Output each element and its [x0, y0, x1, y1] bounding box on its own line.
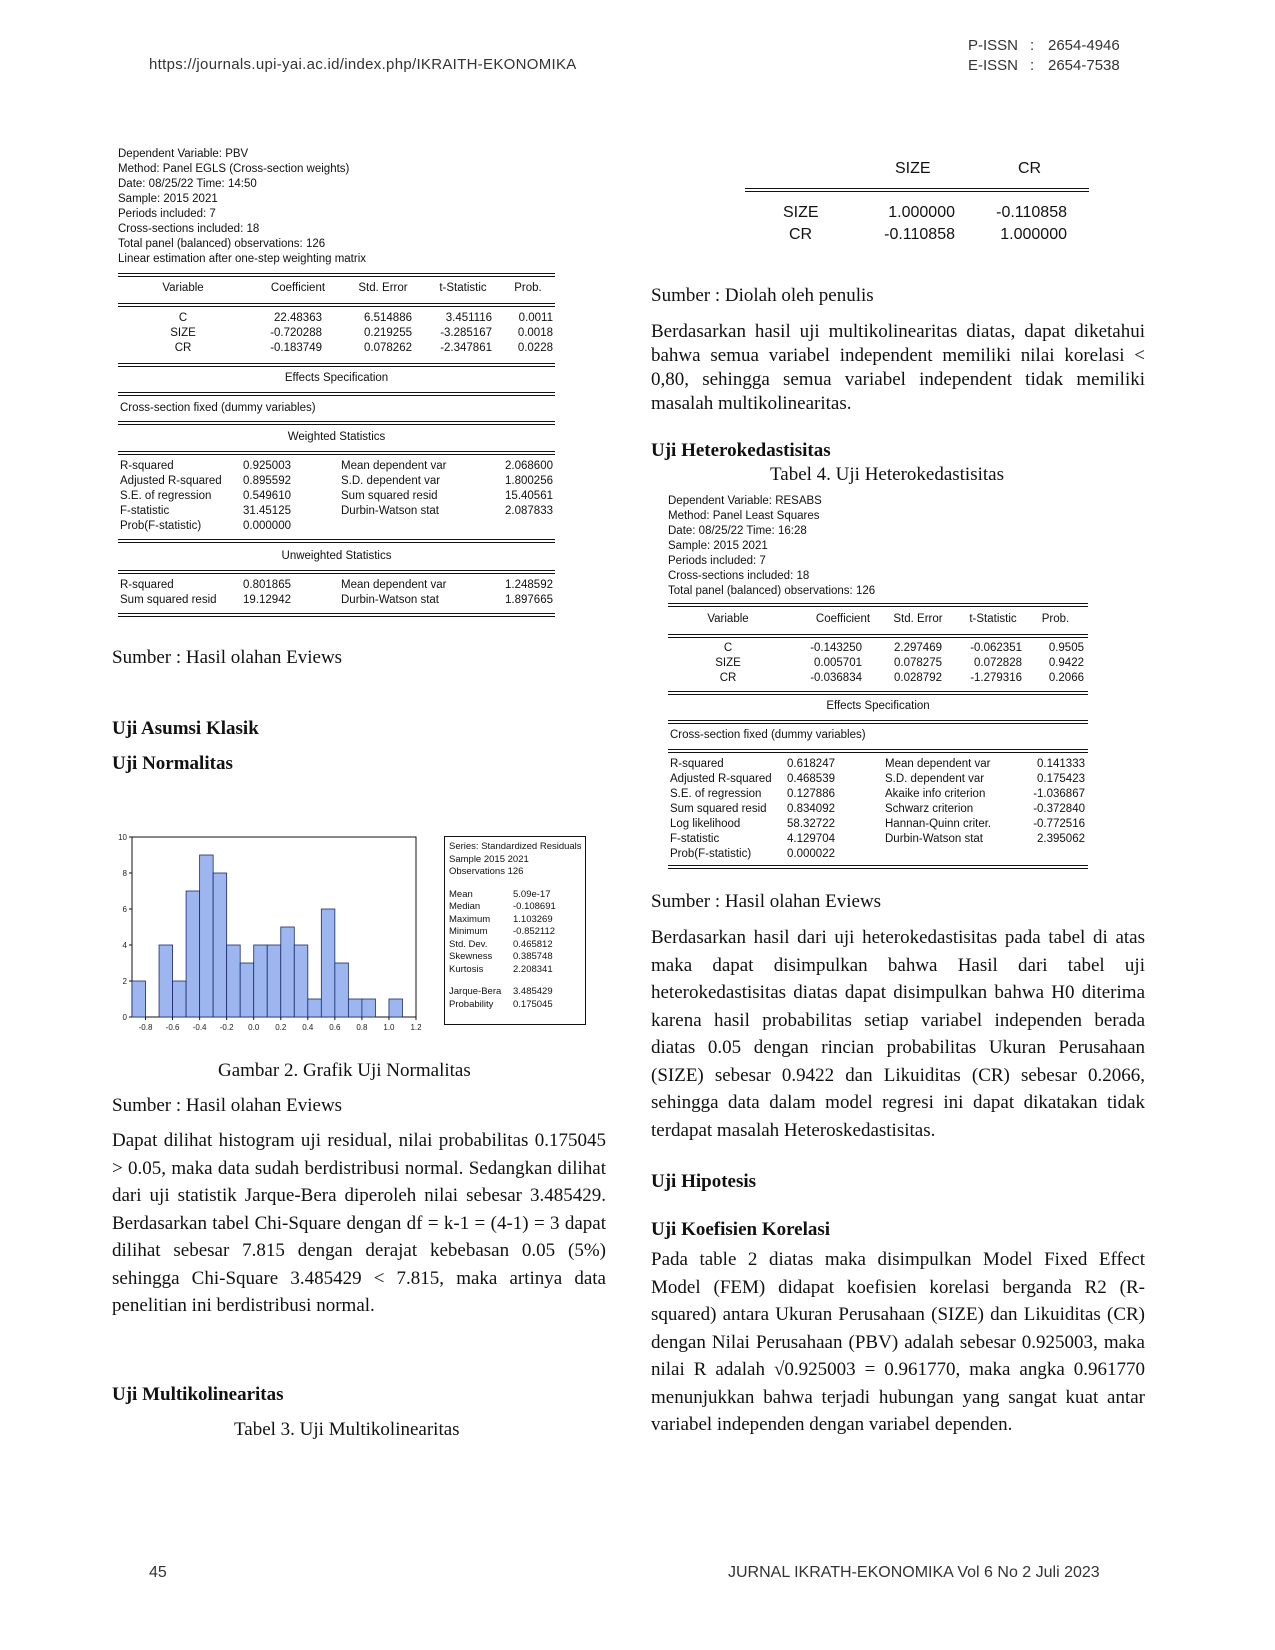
corr-row-size: SIZE — [783, 204, 819, 221]
stat-label: Adjusted R-squared — [120, 475, 222, 487]
stat-label: Durbin-Watson stat — [341, 505, 439, 517]
hetero-meta — [668, 494, 1108, 599]
table-rule — [118, 273, 555, 277]
journal-footer: JURNAL IKRATH-EKONOMIKA Vol 6 No 2 Juli 2023 — [728, 1564, 1100, 1581]
stats-value: 0.385748 — [513, 951, 553, 962]
eissn-value: 2654-7538 — [1048, 57, 1120, 74]
stat-value: 0.618247 — [787, 758, 835, 770]
unweighted-stats — [118, 579, 555, 611]
korelasi-paragraph — [651, 1246, 1145, 1439]
meta-line: Date: 08/25/22 Time: 14:50 — [118, 178, 257, 190]
heading-uji-hipotesis: Uji Hipotesis — [651, 1171, 757, 1192]
table-rule — [668, 720, 1088, 724]
histogram-chart — [116, 830, 436, 1040]
stats-row — [449, 964, 585, 977]
regression-meta — [118, 147, 558, 267]
column-header: t-Statistic — [969, 613, 1017, 625]
table-cell: 0.0228 — [517, 342, 553, 354]
stats-value: 2.208341 — [513, 963, 553, 975]
paragraph-text: Berdasarkan hasil dari uji heterokedastisitas pada tabel di atas maka dapat disimpulkan bahwa Hasil dari tabel uji heterokedastisitas diatas dapat disimpulkan bahwa H0 diterima karena hasil probabilitas setiap variabel independen berada diatas 0.05 dengan rincian probabilitas Ukuran Perusahaan (SIZE) sebesar 0.9422 dan Likuiditas (CR) sebesar 0.2066, sehingga data dalam model regresi ini dapat dikatakan tidak terdapat masalah Heteroskedastisitas. — [651, 927, 1145, 1141]
source-caption: Sumber : Hasil olahan Eviews — [112, 647, 343, 668]
table-cell: 3.451116 — [445, 312, 492, 324]
stat-label: Adjusted R-squared — [670, 773, 772, 785]
eissn-colon: : — [1030, 57, 1035, 74]
histogram-bar — [159, 945, 173, 1017]
stats-key: Jarque-Bera — [449, 986, 502, 997]
corr-row-cr: CR — [789, 226, 813, 243]
meta-line: Method: Panel EGLS (Cross-section weights) — [118, 163, 350, 175]
histogram-stats-panel — [444, 836, 586, 1025]
table-header-row — [118, 282, 555, 298]
stat-label: F-statistic — [120, 505, 170, 517]
stat-label: R-squared — [120, 460, 174, 472]
table-rule — [118, 613, 555, 617]
journal-url[interactable]: https://journals.upi-yai.ac.id/index.php/IKRAITH-EKONOMIKA — [149, 56, 577, 73]
stats-sample: Sample 2015 2021 — [449, 853, 529, 865]
effects-title: Effects Specification — [826, 700, 930, 712]
pissn-label: P-ISSN — [968, 37, 1019, 54]
stat-label: S.E. of regression — [670, 788, 762, 800]
table-rule — [668, 865, 1088, 869]
stat-value: 31.45125 — [243, 505, 291, 517]
multikolinearitas-paragraph — [651, 320, 1145, 416]
table-cell: 22.48363 — [274, 312, 322, 324]
stats-key: Kurtosis — [449, 963, 484, 975]
x-tick-label: 0.8 — [356, 1023, 368, 1032]
stats-row — [449, 914, 585, 927]
table-rule — [745, 188, 1089, 192]
stat-label: Sum squared resid — [341, 490, 438, 502]
table-cell: -0.720288 — [270, 327, 322, 339]
x-tick-label: -0.8 — [138, 1023, 153, 1032]
table-rule — [668, 749, 1088, 753]
page-number: 45 — [149, 1564, 167, 1581]
coefficient-rows — [668, 642, 1088, 690]
stats-value: 0.175045 — [513, 998, 553, 1010]
table-cell: -2.347861 — [440, 342, 492, 354]
histogram-bar — [227, 945, 241, 1017]
table-cell: 6.514886 — [364, 312, 412, 324]
stats-row — [449, 901, 585, 914]
table-cell: C — [178, 312, 188, 324]
histogram-bar — [173, 981, 187, 1017]
column-header: Prob. — [514, 282, 542, 294]
weighted-title: Weighted Statistics — [287, 431, 386, 443]
effects-text: Cross-section fixed (dummy variables) — [670, 729, 866, 741]
eissn-label: E-ISSN — [968, 57, 1019, 74]
table-cell: 0.0011 — [518, 312, 553, 324]
stats-row — [449, 986, 585, 999]
table-cell: -0.143250 — [810, 642, 862, 654]
table-rule — [118, 392, 555, 396]
histogram-bar — [240, 963, 254, 1017]
meta-line: Linear estimation after one-step weighting matrix — [118, 253, 367, 265]
stat-value: 0.468539 — [787, 773, 835, 785]
stat-value: 0.549610 — [243, 490, 291, 502]
corr-cell: 1.000000 — [888, 204, 955, 221]
table-rule — [668, 691, 1088, 695]
meta-line: Total panel (balanced) observations: 126 — [118, 238, 326, 250]
stats-list — [449, 889, 585, 977]
source-caption: Sumber : Hasil olahan Eviews — [651, 891, 882, 912]
stat-label: Log likelihood — [670, 818, 741, 830]
normality-paragraph — [112, 1127, 606, 1320]
stats-series: Series: Standardized Residuals — [449, 841, 582, 852]
column-header: Variable — [707, 613, 749, 625]
corr-col-size: SIZE — [895, 160, 931, 177]
pissn-colon: : — [1030, 37, 1035, 54]
stat-label: Durbin-Watson stat — [885, 833, 983, 845]
table-cell: C — [723, 642, 733, 654]
y-tick-label: 2 — [122, 977, 127, 986]
histogram-bar — [362, 999, 376, 1017]
histogram-bar — [132, 981, 146, 1017]
table-cell: 0.9505 — [1048, 642, 1084, 654]
stat-value: 1.800256 — [505, 475, 553, 487]
table-cell: 0.078262 — [364, 342, 412, 354]
stats-row — [449, 939, 585, 952]
corr-cell: 1.000000 — [1000, 226, 1067, 243]
meta-line: Cross-sections included: 18 — [668, 570, 810, 582]
table-cell: -3.285167 — [440, 327, 492, 339]
eviews-hetero-output — [668, 494, 1108, 599]
table-rule — [118, 421, 555, 425]
histogram-bar — [321, 909, 335, 1017]
table-rule — [118, 539, 555, 543]
stat-label: Sum squared resid — [120, 594, 217, 606]
table-cell: 0.2066 — [1048, 672, 1084, 684]
histogram-bar — [200, 855, 214, 1017]
stat-value: -0.372840 — [1033, 803, 1085, 815]
x-tick-label: 0.0 — [248, 1023, 260, 1032]
paragraph-text: Pada table 2 diatas maka disimpulkan Model Fixed Effect Model (FEM) didapat koefisien korelasi berganda R2 (R-squared) antara Ukuran Perusahaan (SIZE) dan Likuiditas (CR) dengan Nilai Perusahaan (PBV) adalah sebesar 0.925003, maka nilai R adalah √0.925003 = 0.961770, maka angka 0.961770 menunjukkan bahwa terjadi hubungan yang sangat kuat antar variabel independen dengan variabel dependen. — [651, 1249, 1145, 1435]
histogram-bar — [213, 873, 227, 1017]
table-cell: SIZE — [715, 657, 741, 669]
y-tick-label: 10 — [118, 833, 127, 842]
stat-value: 2.395062 — [1037, 833, 1085, 845]
table-rule — [118, 363, 555, 367]
x-tick-label: -0.4 — [192, 1023, 207, 1032]
stat-value: 0.834092 — [787, 803, 835, 815]
stat-value: 0.141333 — [1037, 758, 1085, 770]
column-header: Coefficient — [270, 282, 326, 294]
stats-value: -0.108691 — [513, 901, 556, 912]
stat-value: 0.000000 — [243, 520, 291, 532]
meta-line: Cross-sections included: 18 — [118, 223, 260, 235]
normality-histogram-figure — [116, 830, 586, 1040]
meta-line: Total panel (balanced) observations: 126 — [668, 585, 876, 597]
stat-value: -0.772516 — [1033, 818, 1085, 830]
x-tick-label: 1.2 — [410, 1023, 422, 1032]
stat-value: 4.129704 — [787, 833, 835, 845]
histogram-bar — [348, 999, 362, 1017]
table-cell: SIZE — [170, 327, 196, 339]
stats-key: Mean — [449, 888, 473, 900]
stat-label: Mean dependent var — [341, 579, 447, 591]
table-cell: CR — [719, 672, 737, 684]
corr-cell: -0.110858 — [884, 226, 955, 243]
x-tick-label: 0.4 — [302, 1023, 314, 1032]
stat-label: S.D. dependent var — [341, 475, 441, 487]
stats-row — [449, 999, 585, 1012]
table-cell: 0.028792 — [894, 672, 942, 684]
x-tick-label: 1.0 — [383, 1023, 395, 1032]
table-cell: CR — [174, 342, 192, 354]
heading-multikolinearitas: Uji Multikolinearitas — [112, 1384, 284, 1405]
table-rule — [668, 603, 1088, 607]
heterokedastisitas-paragraph — [651, 924, 1145, 1144]
column-header: t-Statistic — [439, 282, 487, 294]
stats-key: Median — [449, 901, 481, 912]
histogram-bar — [308, 999, 322, 1017]
stats-observations: Observations 126 — [449, 866, 524, 877]
stat-label: Prob(F-statistic) — [120, 520, 202, 532]
y-tick-label: 6 — [122, 905, 127, 914]
eviews-regression-output — [118, 147, 558, 267]
y-tick-label: 4 — [122, 941, 127, 950]
column-header: Std. Error — [893, 613, 943, 625]
hetero-table — [668, 603, 1088, 873]
table-cell: 0.9422 — [1048, 657, 1084, 669]
stat-label: Schwarz criterion — [885, 803, 974, 815]
x-tick-label: 0.6 — [329, 1023, 341, 1032]
heading-uji-normalitas: Uji Normalitas — [112, 753, 233, 774]
stats-key: Std. Dev. — [449, 938, 488, 950]
stat-label: S.D. dependent var — [885, 773, 985, 785]
table-rule — [668, 634, 1088, 638]
stats-jarque-bera — [449, 986, 585, 1011]
stat-label: Prob(F-statistic) — [670, 848, 752, 860]
histogram-bar — [335, 963, 349, 1017]
heading-heterokedastisitas: Uji Heterokedastisitas — [651, 440, 831, 461]
table-caption: Tabel 3. Uji Multikolinearitas — [234, 1419, 460, 1440]
histogram-bar — [267, 945, 281, 1017]
stat-value: 0.801865 — [243, 579, 291, 591]
stat-value: 2.068600 — [505, 460, 553, 472]
stats-key: Minimum — [449, 926, 488, 937]
meta-line: Dependent Variable: PBV — [118, 148, 249, 160]
stat-value: 0.127886 — [787, 788, 835, 800]
stats-value: 0.465812 — [513, 938, 553, 950]
unweighted-title: Unweighted Statistics — [281, 550, 392, 562]
effects-title: Effects Specification — [284, 372, 389, 384]
meta-line: Sample: 2015 2021 — [118, 193, 218, 205]
meta-line: Date: 08/25/22 Time: 16:28 — [668, 525, 807, 537]
table-header-row — [668, 613, 1088, 629]
stats-row — [449, 951, 585, 964]
stat-label: Durbin-Watson stat — [341, 594, 439, 606]
x-tick-label: 0.2 — [275, 1023, 287, 1032]
stat-value: 0.175423 — [1037, 773, 1085, 785]
table-rule — [118, 303, 555, 307]
stat-label: Sum squared resid — [670, 803, 767, 815]
figure-caption: Gambar 2. Grafik Uji Normalitas — [218, 1060, 471, 1081]
stat-value: -1.036867 — [1033, 788, 1085, 800]
table-cell: -0.183749 — [270, 342, 322, 354]
heading-asumsi-klasik: Uji Asumsi Klasik — [112, 718, 259, 739]
stats-key: Skewness — [449, 951, 493, 962]
stat-label: R-squared — [120, 579, 174, 591]
source-caption: Sumber : Hasil olahan Eviews — [112, 1095, 343, 1116]
stat-value: 1.248592 — [505, 579, 553, 591]
meta-line: Method: Panel Least Squares — [668, 510, 820, 522]
coefficient-rows — [118, 312, 555, 360]
histogram-bar — [281, 927, 295, 1017]
table-cell: 2.297469 — [894, 642, 942, 654]
stat-value: 19.12942 — [243, 594, 291, 606]
corr-cell: -0.110858 — [996, 204, 1067, 221]
histogram-bar — [389, 999, 403, 1017]
stat-label: R-squared — [670, 758, 724, 770]
effects-text: Cross-section fixed (dummy variables) — [120, 402, 316, 414]
stat-value: 0.925003 — [243, 460, 291, 472]
column-header: Std. Error — [358, 282, 408, 294]
table-cell: 0.005701 — [814, 657, 862, 669]
corr-col-cr: CR — [1018, 160, 1042, 177]
stats-value: 5.09e-17 — [513, 888, 551, 900]
table-rule — [118, 451, 555, 455]
pissn-value: 2654-4946 — [1048, 37, 1120, 54]
stats-row — [449, 889, 585, 902]
meta-line: Sample: 2015 2021 — [668, 540, 768, 552]
stat-value: 1.897665 — [505, 594, 553, 606]
table-cell: 0.0018 — [517, 327, 553, 339]
meta-line: Dependent Variable: RESABS — [668, 495, 822, 507]
meta-line: Periods included: 7 — [118, 208, 216, 220]
table-cell: 0.078275 — [894, 657, 942, 669]
stat-label: Mean dependent var — [885, 758, 991, 770]
heading-koefisien-korelasi: Uji Koefisien Korelasi — [651, 1219, 831, 1240]
stats-row — [449, 926, 585, 939]
histogram-bar — [254, 945, 268, 1017]
y-tick-label: 8 — [122, 869, 127, 878]
paragraph-text: Dapat dilihat histogram uji residual, nilai probabilitas 0.175045 > 0.05, maka data sudah berdistribusi normal. Sedangkan dilihat dari uji statistik Jarque-Bera diperoleh nilai sebesar 3.485429. Berdasarkan tabel Chi-Square dengan df = k-1 = (4-1) = 3 dapat dilihat sebesar 7.815 dengan derajat kebebasan 0.05 (5%) sehingga Chi-Square 3.485429 < 7.815, maka artinya data penelitian ini berdistribusi normal. — [112, 1130, 606, 1316]
stats-key: Maximum — [449, 913, 491, 925]
table-cell: -0.036834 — [810, 672, 862, 684]
table-rule — [118, 570, 555, 574]
weighted-stats — [118, 460, 555, 538]
meta-line: Periods included: 7 — [668, 555, 766, 567]
column-header: Prob. — [1041, 613, 1070, 625]
stats-value: -0.852112 — [513, 926, 556, 937]
stat-value: 58.32722 — [787, 818, 835, 830]
table-caption: Tabel 4. Uji Heterokedastisitas — [770, 464, 1004, 485]
stat-value: 2.087833 — [505, 505, 553, 517]
column-header: Variable — [162, 282, 204, 294]
issn-block — [968, 36, 1120, 76]
stat-label: Hannan-Quinn criter. — [885, 818, 992, 830]
hetero-stats — [668, 758, 1088, 864]
x-tick-label: -0.6 — [165, 1023, 180, 1032]
histogram-bar — [186, 891, 200, 1017]
y-tick-label: 0 — [122, 1013, 127, 1022]
regression-table — [118, 273, 555, 623]
table-cell: -1.279316 — [970, 672, 1022, 684]
stats-value: 3.485429 — [513, 986, 553, 997]
correlation-matrix — [745, 156, 1089, 256]
histogram-bar — [294, 945, 308, 1017]
table-cell: -0.062351 — [970, 642, 1022, 654]
stat-label: Akaike info criterion — [885, 788, 986, 800]
stat-value: 15.40561 — [505, 490, 553, 502]
table-cell: 0.219255 — [364, 327, 412, 339]
stat-label: F-statistic — [670, 833, 720, 845]
stat-value: 0.000022 — [787, 848, 835, 860]
stat-label: Mean dependent var — [341, 460, 447, 472]
table-cell: 0.072828 — [974, 657, 1022, 669]
stat-label: S.E. of regression — [120, 490, 212, 502]
stats-value: 1.103269 — [513, 913, 553, 925]
x-tick-label: -0.2 — [219, 1023, 234, 1032]
column-header: Coefficient — [815, 613, 871, 625]
stats-key: Probability — [449, 998, 494, 1010]
stat-value: 0.895592 — [243, 475, 291, 487]
paragraph-text: Berdasarkan hasil uji multikolinearitas diatas, dapat diketahui bahwa semua variabel independent memiliki nilai korelasi < 0,80, sehingga semua variabel independent tidak memiliki masalah multikolinearitas. — [651, 321, 1145, 414]
source-caption: Sumber : Diolah oleh penulis — [651, 285, 874, 306]
